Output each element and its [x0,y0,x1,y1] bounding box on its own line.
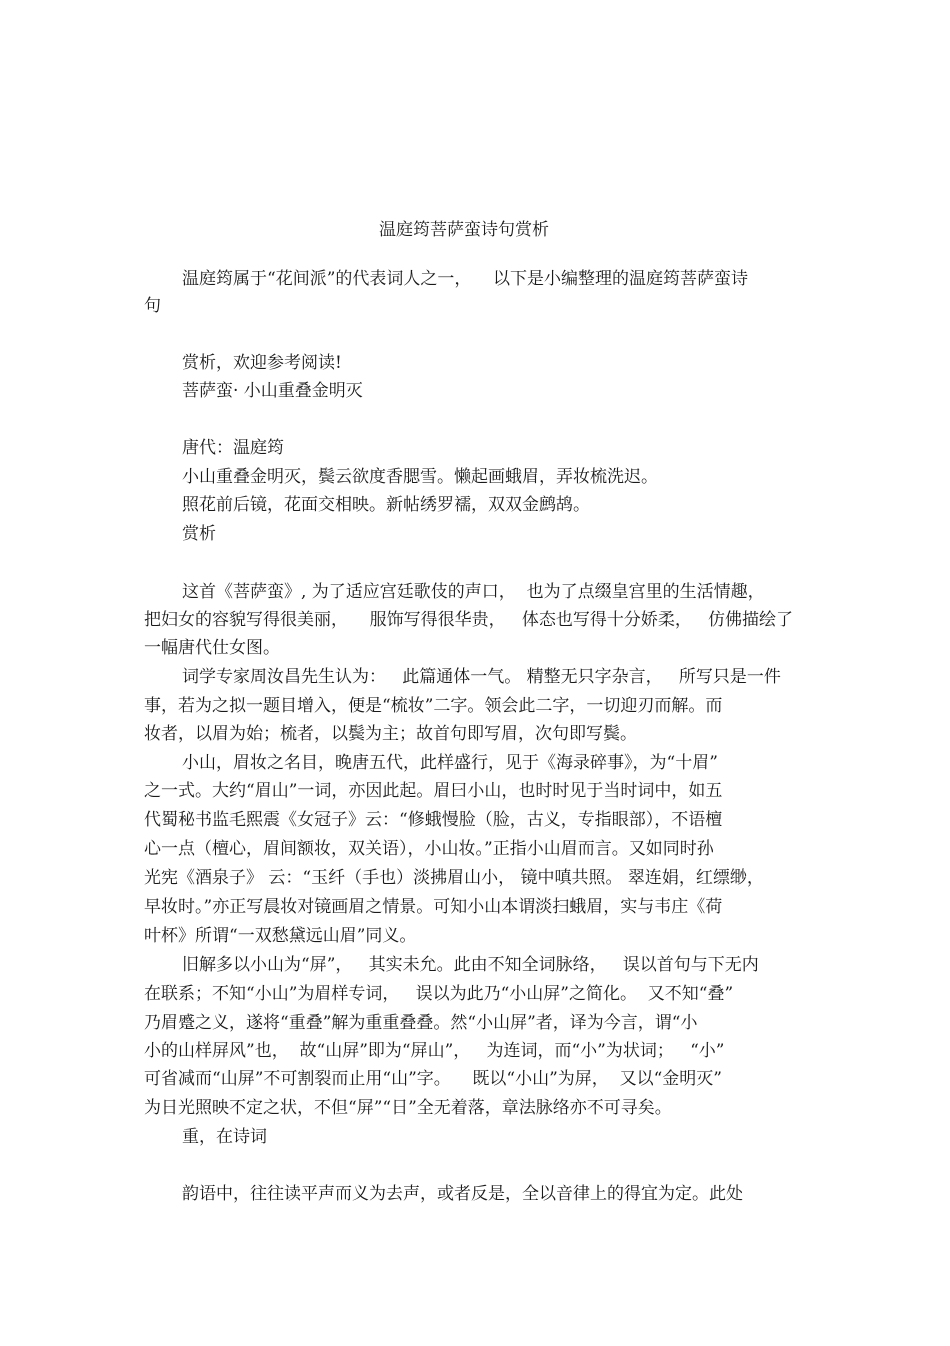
paragraph-line: 代蜀秘书监毛熙震《女冠子》云：“修蛾慢脸（脸，古义，专指眼部），不语檀 [144,810,723,830]
paragraph-line: 为日光照映不定之状，不但“屏”“日”全无着落，章法脉络亦不可寻矣。 [144,1098,672,1118]
paragraph-line: 早妆时。”亦正写晨妆对镜画眉之情景。可知小山本谓淡扫蛾眉，实与韦庄《荷 [144,897,723,917]
poem-line: 小山重叠金明灭，鬓云欲度香腮雪。懒起画蛾眉，弄妆梳洗迟。 [182,467,658,487]
paragraph-line: 之一式。大约“眉山”一词，亦因此起。眉曰小山，也时时见于当时词中，如五 [144,781,723,801]
paragraph-line: 词学专家周汝昌先生认为： 此篇通体一气。 精整无只字杂言， 所写只是一件 [182,667,781,687]
paragraph-line: 光宪《酒泉子》 云：“玉纤（手也）淡拂眉山小， 镜中嗔共照。 翠连娟，红缥缈， [144,868,764,888]
paragraph-line: 赏析，欢迎参考阅读! [182,353,342,373]
page-title: 温庭筠菩萨蛮诗句赏析 [379,220,549,240]
section-heading: 赏析 [182,524,216,544]
paragraph-line: 在联系；不知“小山”为眉样专词， 误以为此乃“小山屏”之简化。 又不知“叠” [144,984,734,1004]
paragraph-line: 旧解多以小山为“屏”， 其实未允。此由不知全词脉络， 误以首句与下无内 [182,955,759,975]
paragraph-line: 句 [144,296,161,316]
poem-title: 菩萨蛮· 小山重叠金明灭 [182,381,363,401]
paragraph-line: 温庭筠属于“花间派”的代表词人之一， 以下是小编整理的温庭筠菩萨蛮诗 [182,269,748,289]
paragraph-line: 小山，眉妆之名目，晚唐五代，此样盛行，见于《海录碎事》，为“十眉” [182,753,718,773]
paragraph-line: 叶杯》所谓“一双愁黛远山眉”同义。 [144,926,417,946]
paragraph-line: 妆者，以眉为始；梳者，以鬓为主；故首句即写眉，次句即写鬓。 [144,724,637,744]
paragraph-line: 这首《菩萨蛮》, 为了适应宫廷歌伎的声口， 也为了点缀皇宫里的生活情趣， [182,582,765,602]
paragraph-line: 心一点（檀心，眉间额妆，双关语），小山妆。”正指小山眉而言。又如同时孙 [144,839,714,859]
paragraph-line: 把妇女的容貌写得很美丽， 服饰写得很华贵， 体态也写得十分娇柔， 仿佛描绘了 [144,610,794,630]
paragraph-line: 可省减而“山屏”不可割裂而止用“山”字。 既以“小山”为屏， 又以“金明灭” [144,1069,722,1089]
poem-line: 照花前后镜，花面交相映。新帖绣罗襦，双双金鹧鸪。 [182,495,590,515]
paragraph-line: 一幅唐代仕女图。 [144,638,280,658]
paragraph-line: 事，若为之拟一题目增入，便是“梳妆”二字。领会此二字，一切迎刃而解。而 [144,696,723,716]
paragraph-line: 乃眉蹙之义，遂将“重叠”解为重重叠叠。然“小山屏”者，译为今言，谓“小 [144,1013,698,1033]
paragraph-line: 韵语中，往往读平声而义为去声，或者反是，全以音律上的得宜为定。此处 [182,1184,743,1204]
paragraph-line: 小的山样屏风”也， 故“山屏”即为“屏山”， 为连词，而“小”为状词； “小” [144,1041,725,1061]
paragraph-line: 重，在诗词 [182,1127,267,1147]
poem-author: 唐代：温庭筠 [182,438,284,458]
